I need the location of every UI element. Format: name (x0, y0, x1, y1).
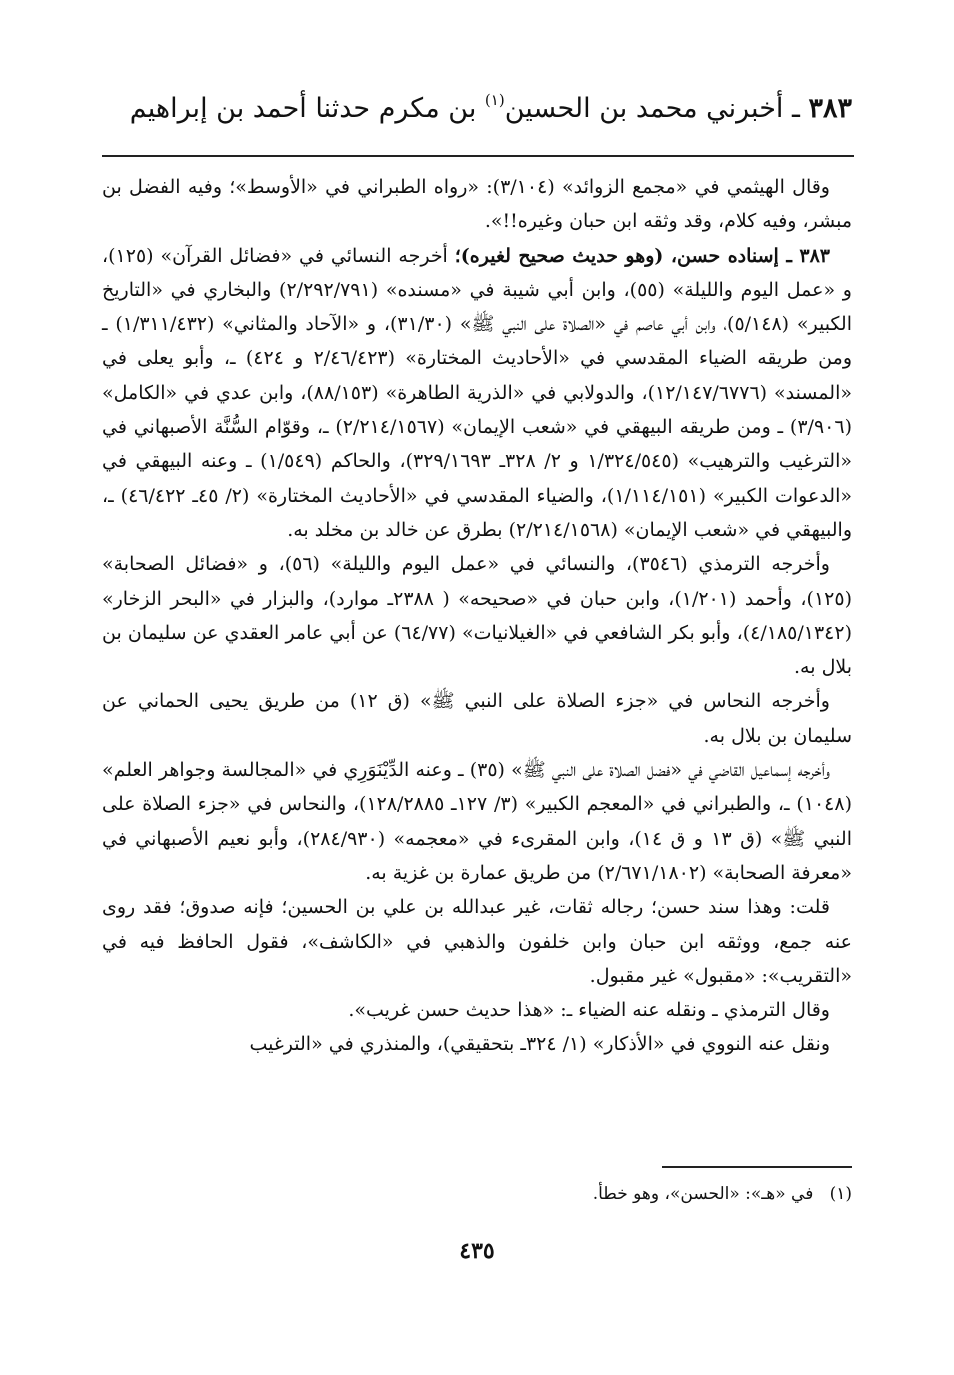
commentary-block (102, 170, 852, 1062)
commentary-paragraph-2: ٣٨٣ ـ إسناده حسن، (وهو حديث صحيح لغيره)؛ أخرجه النسائي في «فضائل القرآن» (١٢٥)، و «عمل اليوم والليلة» (٥٥)، وابن أبي شيبة في «مسنده» (٢/٢٩٢/٧٩١) والبخاري في «التاريخ الكبير» (٥/١٤٨)، وابن أبي عاصم في «الصلاة على النبي ﷺ» (٣١/٣٠)، و «الآحاد والمثاني» (١/٣١١/٤٣٢) ـ ومن طريقه الضياء المقدسي في «الأحاديث المختارة» (٢/٤٦/٤٢٣ و ٤٢٤) ـ، وأبو يعلى في «المسند» (١٢/١٤٧/٦٧٧٦)، والدولابي في «الذرية الطاهرة» (٨٨/١٥٣)، وابن عدي في «الكامل» (٣/٩٠٦) ـ ومن طريقه البيهقي في «شعب الإيمان» (٢/٢١٤/١٥٦٧) ـ، وقوّام السُّنَّة الأصبهاني في «الترغيب والترهيب» (١/٣٢٤/٥٤٥ و ٢/ ٣٢٨ـ ٣٢٩/١٦٩٣)، والحاكم (١/٥٤٩) ـ وعنه البيهقي في «الدعوات الكبير» (١/١١٤/١٥١)، والضياء المقدسي في «الأحاديث المختارة» (٢/ ٤٥ـ ٤٦/٤٢٢) ـ، والبيهقي في «شعب الإيمان» (٢/٢١٤/١٥٦٨) بطرق عن خالد بن مخلد به. (102, 244, 852, 541)
commentary-paragraph-5: وأخرجه إسماعيل القاضي في «فضل الصلاة على النبي ﷺ» (٣٥) ـ وعنه الدِّيْنَوَرِي في «المجالسة وجواهر العلم» (١٠٤٨) ـ، والطبراني في «المعجم الكبير» (٣/ ١٢٧ـ ١٢٨/٢٨٨٥)، والنحاس في «جزء الصلاة على النبي ﷺ» (ق ١٣ و ق ١٤)، وابن المقرىء في «معجمه» (٢٨٤/٩٣٠)، وأبو نعيم الأصبهاني في «معرفة الصحابة» (٢/٦٧١/١٨٠٢) من طريق عمارة بن غزية به. (102, 759, 852, 884)
footnote-reference[interactable]: (١) (484, 91, 505, 109)
commentary-paragraph-8: ونقل عنه النووي في «الأذكار» (١/ ٣٢٤ـ بتحقيقي)، والمنذري في «الترغيب (249, 1033, 830, 1056)
hadith-text-after-note: بن مكرم حدثنا أحمد بن إبراهيم (129, 93, 485, 124)
footnote (102, 1180, 852, 1208)
footnote-divider (662, 1166, 852, 1168)
commentary-paragraph-6: قلت: وهذا سند حسن؛ رجاله ثقات، غير عبدالله بن علي بن الحسين؛ فإنه صدوق؛ فقد روى عنه جمع، ووثقه ابن حبان وابن خلفون والذهبي في «الكاشف»، فقول الحافظ فيه في «التقريب»: «مقبول» غير مقبول. (102, 896, 852, 987)
hadith-number: ٣٨٣ (808, 93, 852, 124)
footnote-text: في «هـ»: «الحسن»، وهو خطأ. (592, 1184, 814, 1204)
footnote-marker: (١) (829, 1184, 852, 1204)
page-number: ٤٣٥ (459, 1238, 495, 1264)
top-divider (102, 155, 854, 157)
hadith-text-before-note: ـ أخبرني محمد بن الحسين (504, 93, 800, 124)
commentary-paragraph-3: وأخرجه الترمذي (٣٥٤٦)، والنسائي في «عمل اليوم والليلة» (٥٦)، و «فضائل الصحابة» (١٢٥)، وأحمد (١/٢٠١)، وابن حبان في «صحيحه» ( ٢٣٨٨ـ موارد)، والبزار في «البحر الزخار» (٤/١٨٥/١٣٤٢)، وأبو بكر الشافعي في «الغيلانيات» (٦٤/٧٧) عن أبي عامر العقدي عن سليمان بن بلال به. (102, 553, 853, 679)
commentary-paragraph-7: وقال الترمذي ـ ونقله عنه الضياء ـ: «هذا حديث حسن غريب». (348, 999, 830, 1022)
hadith-chain-line (102, 78, 852, 131)
commentary-paragraph-1: وقال الهيثمي في «مجمع الزوائد» (٣/١٠٤): «رواه الطبراني في «الأوسط»؛ وفيه الفضل بن مبشر، وفيه كلام، وقد وثقه ابن حبان وغيره!!». (102, 176, 852, 233)
paragraph-heading: ٣٨٣ ـ إسناده حسن، (وهو حديث صحيح لغيره)؛ (454, 244, 830, 267)
commentary-paragraph-4: وأخرجه النحاس في «جزء الصلاة على النبي ﷺ» (ق ١٢) من طريق يحيى الحماني عن سليمان بن بلال به. (102, 690, 852, 747)
